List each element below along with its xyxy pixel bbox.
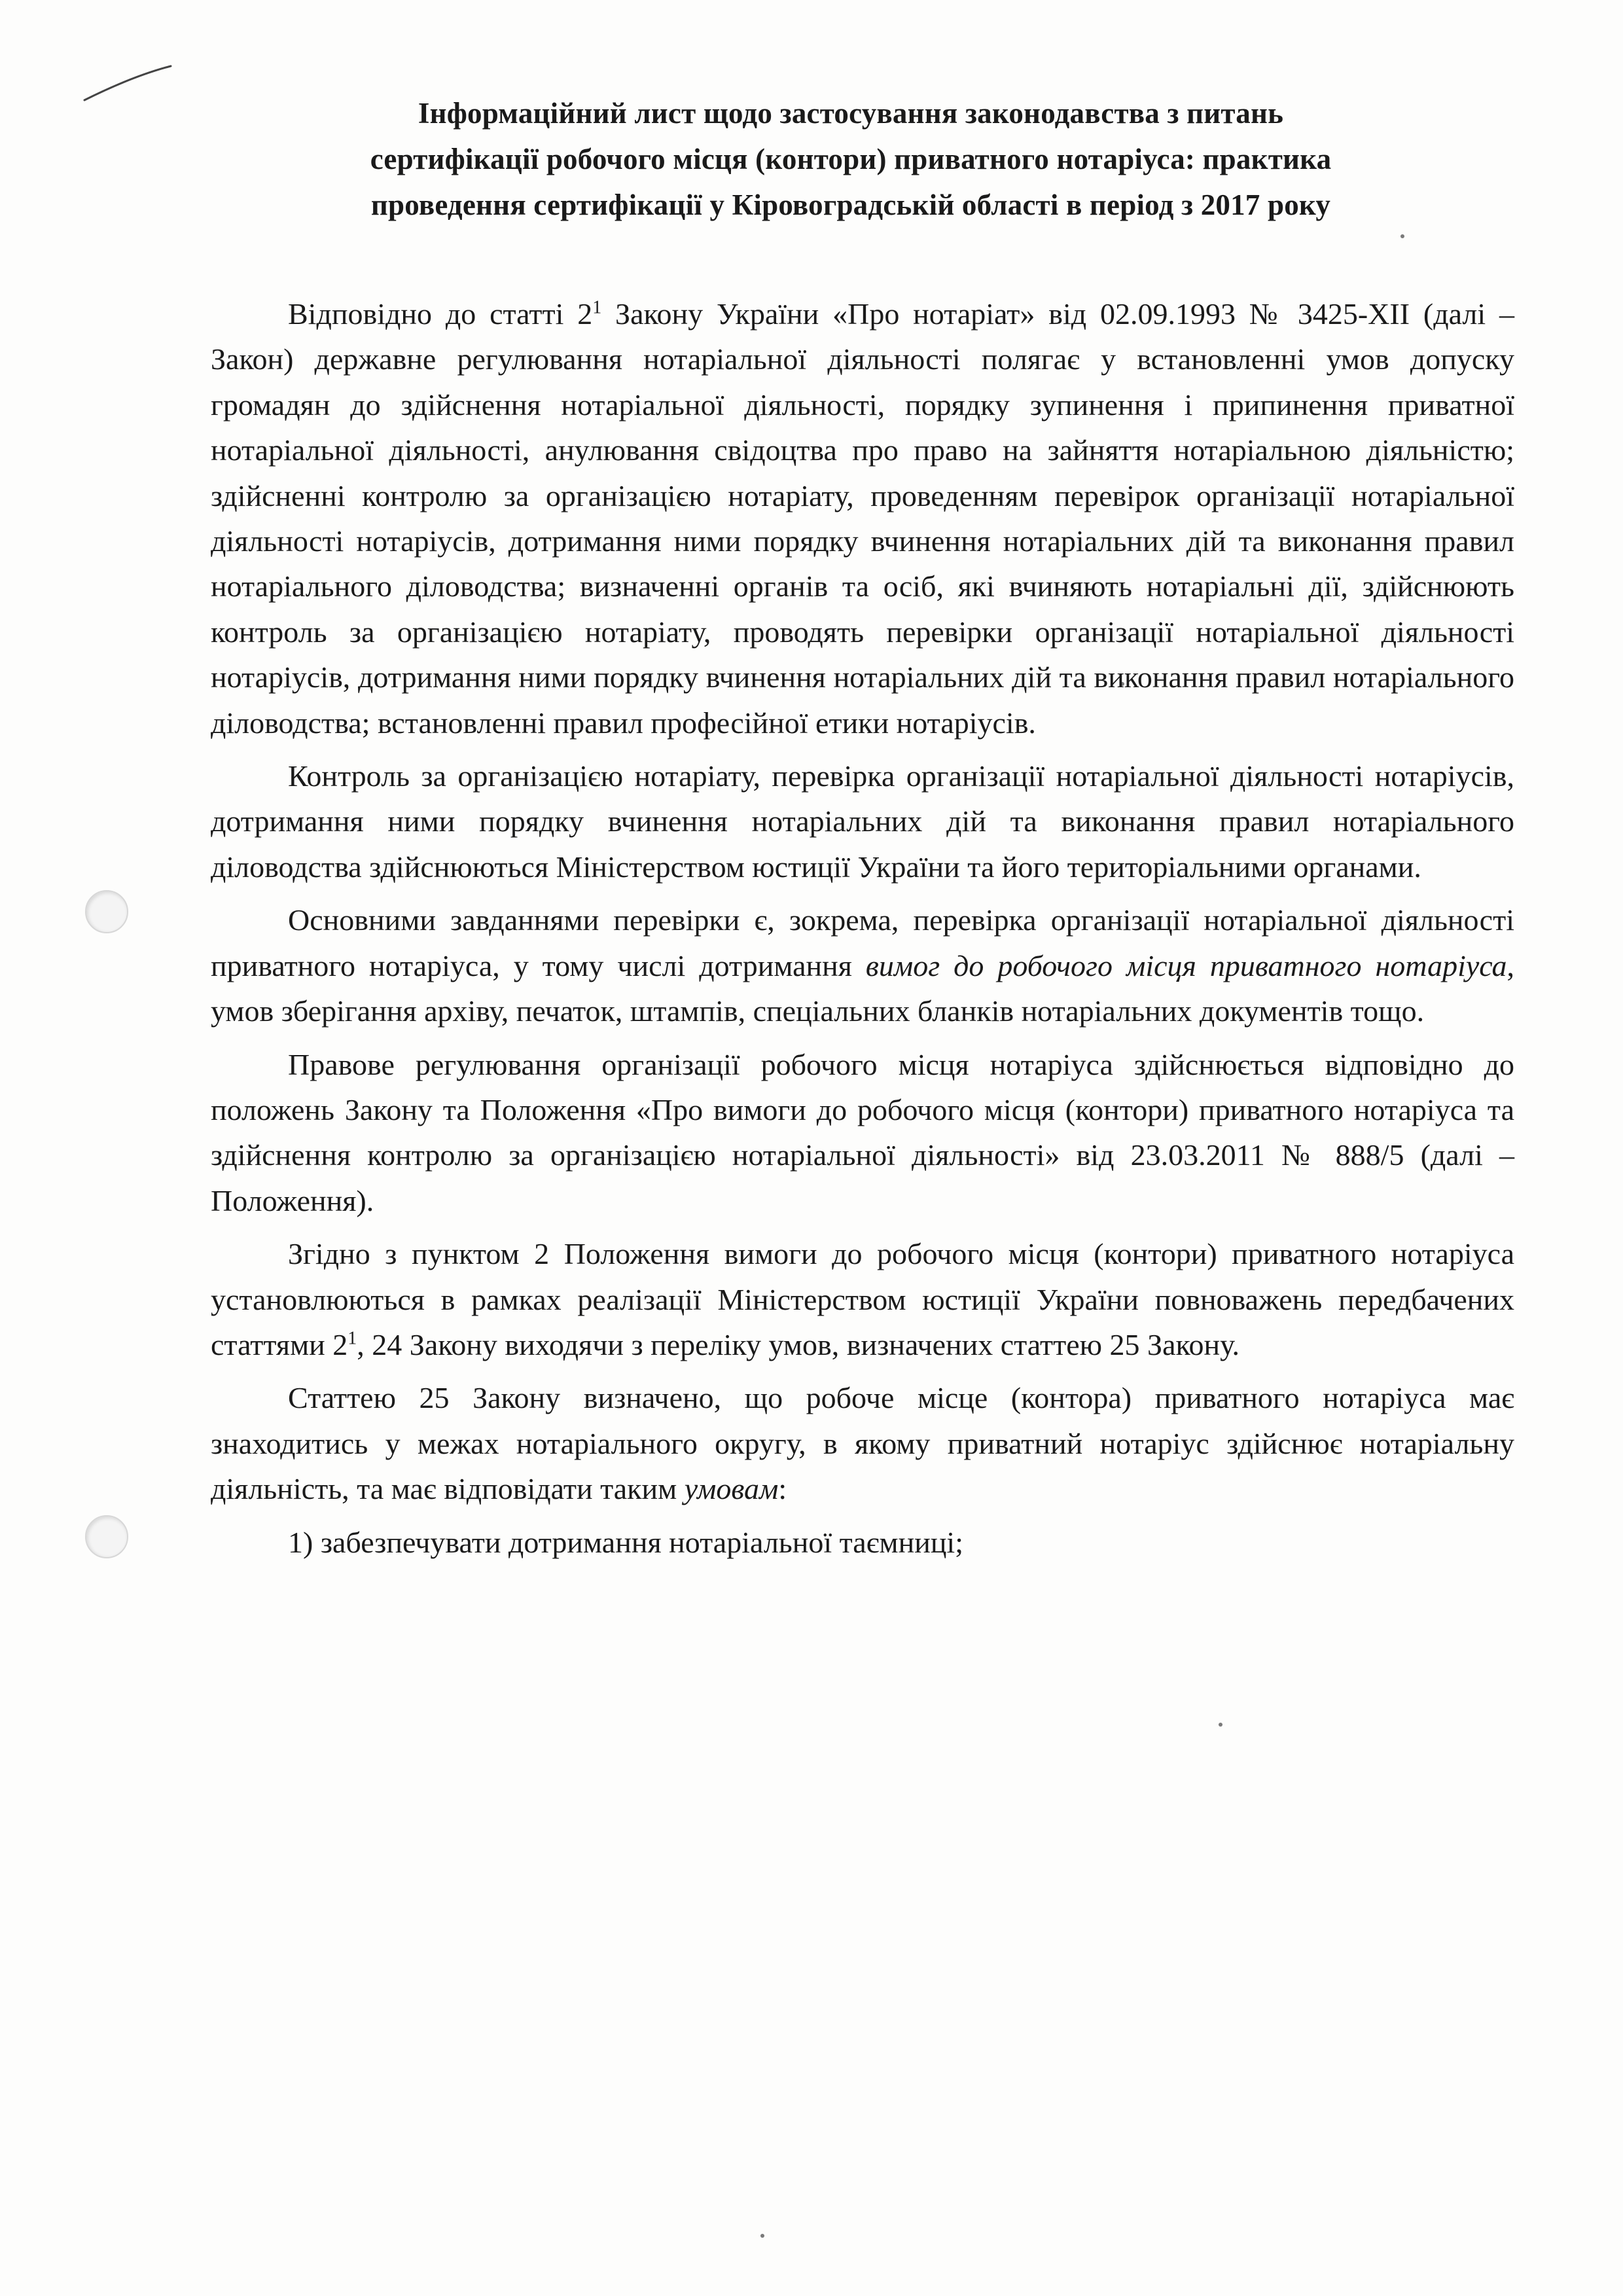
document-title bbox=[216, 90, 1486, 228]
paragraph-3-italic: вимог до робочого місця приватного нотаріуса bbox=[865, 948, 1507, 982]
title-line-3: проведення сертифікації у Кіровоградській області в період з 2017 року bbox=[370, 188, 1331, 221]
paragraph-2: Контроль за організацією нотаріату, перевірка організації нотаріальної діяльності нотаріусів, дотримання ними порядку вчинення нотаріальних дій та виконання правил нотаріального діловодства здійснюються Міністерством юстиції України та його територіальними органами. bbox=[211, 759, 1514, 884]
paragraph-3 bbox=[211, 897, 1514, 1033]
paragraph-6-text-b: : bbox=[778, 1472, 787, 1506]
paragraph-3-text-b: , умов зберігання архіву, печаток, штампів, спеціальних бланків нотаріальних документів тощо. bbox=[211, 948, 1514, 1028]
paragraph-1-text-b: Закону України «Про нотаріат» від 02.09.1993 № 3425-XII (далі – Закон) державне регулювання нотаріальної діяльності полягає у встановленні умов допуску громадян до здійснення нотаріальної діяльності, порядку зупинення і припинення приватної нотаріальної діяльності, анулювання свідоцтва про право на зайняття нотаріальною діяльністю; здійсненні контролю за організацією нотаріату, проведенням перевірок організації нотаріальної діяльності нотаріусів, дотримання ними порядку вчинення нотаріальних дій та виконання правил нотаріального діловодства; визначенні органів та осіб, які вчиняють нотаріальні дії, здійснюють контроль за організацією нотаріату, проводять перевірки організації нотаріальної діяльності нотаріусів, дотримання ними порядку вчинення нотаріальних дій та виконання правил нотаріального діловодства; встановленні правил професійної етики нотаріусів. bbox=[211, 297, 1514, 740]
paragraph-1-text-a: Відповідно до статті 2 bbox=[288, 297, 593, 331]
paragraph-5-text-b: , 24 Закону виходячи з переліку умов, визначених статтею 25 Закону. bbox=[357, 1327, 1240, 1361]
speck-mark bbox=[1400, 234, 1404, 238]
superscript: 1 bbox=[592, 297, 602, 318]
title-line-1: Інформаційний лист щодо застосування законодавства з питань bbox=[418, 97, 1284, 130]
paragraph-3-text-a: Основними завданнями перевірки є, зокрема, перевірка організації нотаріальної діяльності приватного нотаріуса, у тому числі дотримання bbox=[211, 903, 1514, 982]
paragraph-6-italic: умовам bbox=[684, 1472, 779, 1506]
superscript: 1 bbox=[348, 1328, 357, 1349]
speck-mark bbox=[760, 2234, 764, 2238]
paragraph-5-text-a: Згідно з пунктом 2 Положення вимоги до робочого місця (контори) приватного нотаріуса установлюються в рамках реалізації Міністерством юстиції України повноважень передбачених статтями 2 bbox=[211, 1237, 1514, 1361]
paragraph-4: Правове регулювання організації робочого місця нотаріуса здійснюється відповідно до положень Закону та Положення «Про вимоги до робочого місця (контори) приватного нотаріуса та здійснення контролю за організацією нотаріальної діяльності» від 23.03.2011 № 888/5 (далі – Положення). bbox=[211, 1047, 1514, 1217]
paragraph-6-text-a: Статтею 25 Закону визначено, що робоче місце (контора) приватного нотаріуса має знаходитись у межах нотаріального округу, в якому приватний нотаріус здійснює нотаріальну діяльність, та має відповідати таким bbox=[211, 1381, 1514, 1506]
paragraph-7: 1) забезпечувати дотримання нотаріальної таємниці; bbox=[288, 1525, 963, 1559]
pen-stroke-mark bbox=[82, 62, 173, 108]
paragraph-5 bbox=[211, 1231, 1514, 1367]
punch-hole-upper bbox=[85, 890, 128, 933]
speck-mark bbox=[1219, 1723, 1222, 1727]
paragraph-1 bbox=[211, 291, 1514, 745]
punch-hole-lower bbox=[85, 1515, 128, 1558]
title-line-2: сертифікації робочого місця (контори) приватного нотаріуса: практика bbox=[370, 143, 1332, 175]
document-body bbox=[211, 291, 1514, 1571]
paragraph-6 bbox=[211, 1375, 1514, 1511]
